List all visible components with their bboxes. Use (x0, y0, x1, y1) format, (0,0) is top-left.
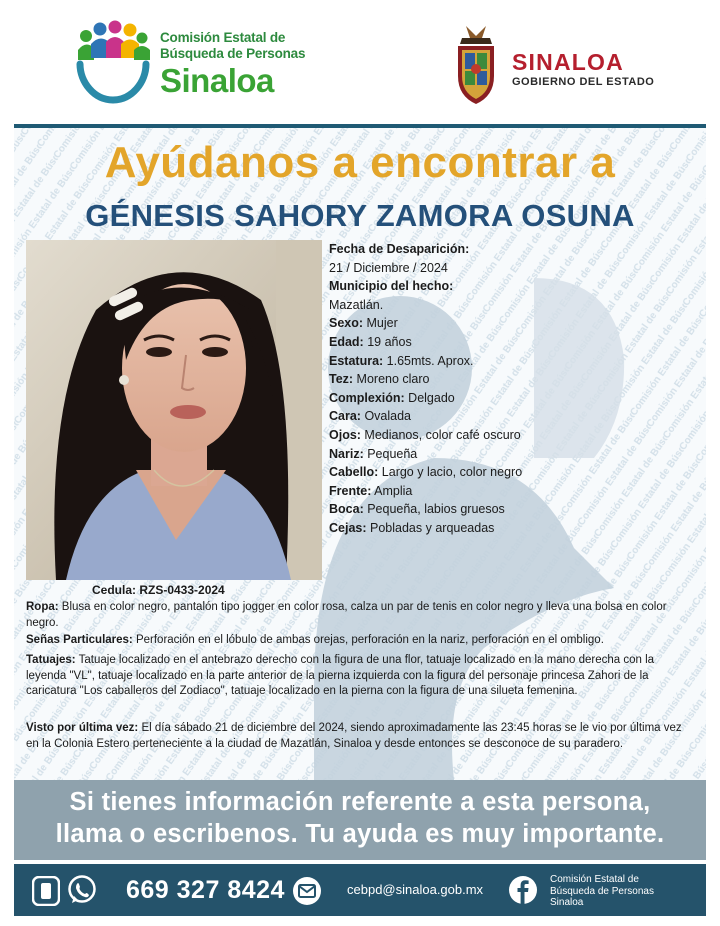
detail-label: Frente: (329, 483, 372, 498)
gov-subtitle: GOBIERNO DEL ESTADO (512, 76, 655, 88)
detail-value: 1.65mts. Aprox. (383, 353, 474, 368)
facebook-page-name[interactable] (550, 874, 654, 909)
detail-value: 21 / Diciembre / 2024 (329, 260, 448, 275)
cebp-logo-icon (72, 20, 154, 106)
detail-label: Estatura: (329, 353, 384, 368)
detail-row (329, 370, 669, 389)
detail-value: Medianos, color café oscuro (360, 427, 521, 442)
detail-row (329, 519, 669, 538)
detail-value: Mujer (363, 316, 398, 331)
detail-row (329, 463, 669, 482)
fb-line3: Sinaloa (550, 897, 584, 908)
poster-header (0, 0, 720, 124)
tattoos-label: Tatuajes: (26, 654, 76, 666)
marks-text: Perforación en el lóbulo de ambas orejas, perforación en la nariz, perforación en el ombligo. (132, 634, 604, 646)
missing-person-name: GÉNESIS SAHORY ZAMORA OSUNA (85, 198, 635, 233)
detail-value: 19 años (363, 334, 412, 349)
detail-value: Largo y lacio, color negro (378, 465, 523, 480)
fb-line2: Búsqueda de Personas (550, 885, 654, 897)
cebp-line1: Comisión Estatal de (160, 30, 286, 45)
detail-value: Pequeña, labios gruesos (363, 502, 505, 517)
missing-person-photo (26, 240, 322, 580)
detail-label: Complexión: (329, 390, 405, 405)
clothing-label: Ropa: (26, 601, 59, 613)
headline: Ayúdanos a encontrar a (104, 138, 616, 187)
detail-value: Pequeña (363, 446, 418, 461)
detail-value: Mazatlán. (329, 297, 384, 312)
last-seen-description (26, 721, 696, 752)
detail-row (329, 240, 669, 259)
contact-footer (14, 864, 706, 916)
marks-label: Señas Particulares: (26, 634, 133, 646)
clothing-text: Blusa en color negro, pantalón tipo jogger en color rosa, calza un par de tenis en color negro y lleva una bolsa en color negro. (26, 601, 667, 629)
detail-value: Pobladas y arqueadas (366, 520, 495, 535)
distinguishing-marks (26, 633, 696, 649)
cebp-name (160, 30, 305, 100)
detail-label: Tez: (329, 372, 354, 387)
detail-row (329, 445, 669, 464)
whatsapp-icon[interactable] (66, 874, 98, 906)
detail-row (329, 407, 669, 426)
fb-line1: Comisión Estatal de (550, 874, 639, 885)
detail-label: Ojos: (329, 427, 361, 442)
last-seen-label: Visto por última vez: (26, 722, 139, 734)
cta-line1: Si tienes información referente a esta persona, (69, 788, 651, 816)
detail-row (329, 482, 669, 501)
cedula-id: Cedula: RZS-0433-2024 (92, 583, 225, 597)
cebp-sinaloa: Sinaloa (160, 62, 274, 99)
detail-label: Edad: (329, 334, 364, 349)
detail-label: Municipio del hecho: (329, 279, 454, 294)
facebook-icon[interactable] (508, 875, 538, 905)
detail-value: Moreno claro (353, 372, 430, 387)
detail-row (329, 296, 669, 315)
detail-label: Fecha de Desaparición: (329, 242, 470, 256)
detail-label: Sexo: (329, 316, 364, 331)
detail-row (329, 426, 669, 445)
detail-row (329, 389, 669, 408)
detail-label: Cejas: (329, 520, 367, 535)
detail-row (329, 500, 669, 519)
detail-row (329, 259, 669, 278)
email-icon (292, 876, 322, 906)
detail-value: Amplia (371, 483, 413, 498)
cta-line2: llama o escribenos. Tu ayuda es muy importante. (55, 820, 665, 848)
call-to-action (14, 780, 706, 860)
phone-number[interactable]: 669 327 8424 (126, 876, 285, 904)
detail-value: Delgado (404, 390, 455, 405)
detail-row (329, 314, 669, 333)
detail-value: Ovalada (360, 409, 411, 424)
detail-label: Boca: (329, 502, 364, 517)
clothing-description (26, 600, 696, 631)
tattoos-description (26, 653, 696, 700)
person-details (329, 240, 669, 538)
mobile-phone-icon (32, 876, 60, 906)
portrait-drawing (26, 240, 322, 580)
tattoos-text: Tatuaje localizado en el antebrazo derecho con la figura de una flor, tatuaje localizado en la mano derecha con la leyenda "VL", tatuaje localizado en la parte anterior de la pierna izquierda con la figura del personaje princesa Zahori de la caricatura "Los caballeros del Zodiaco", tatuaje localizado en la pierna con la figura de una silueta femenina. (26, 654, 655, 698)
email-address[interactable]: cebpd@sinaloa.gob.mx (347, 882, 484, 897)
gov-title: SINALOA (512, 49, 624, 75)
detail-row (329, 333, 669, 352)
detail-label: Cabello: (329, 465, 379, 480)
detail-row (329, 352, 669, 371)
detail-label: Cara: (329, 409, 361, 424)
detail-row (329, 277, 669, 296)
cebp-line2: Búsqueda de Personas (160, 46, 306, 61)
sinaloa-coat-of-arms-icon (452, 22, 500, 108)
detail-label: Nariz: (329, 446, 364, 461)
last-seen-text: El día sábado 21 de diciembre del 2024, siendo aproximadamente las 23:45 horas se le vio por última vez en la Colonia Estero perteneciente a la ciudad de Mazatlán, Sinaloa y desde entonces se desconoce de su paradero. (26, 722, 682, 750)
